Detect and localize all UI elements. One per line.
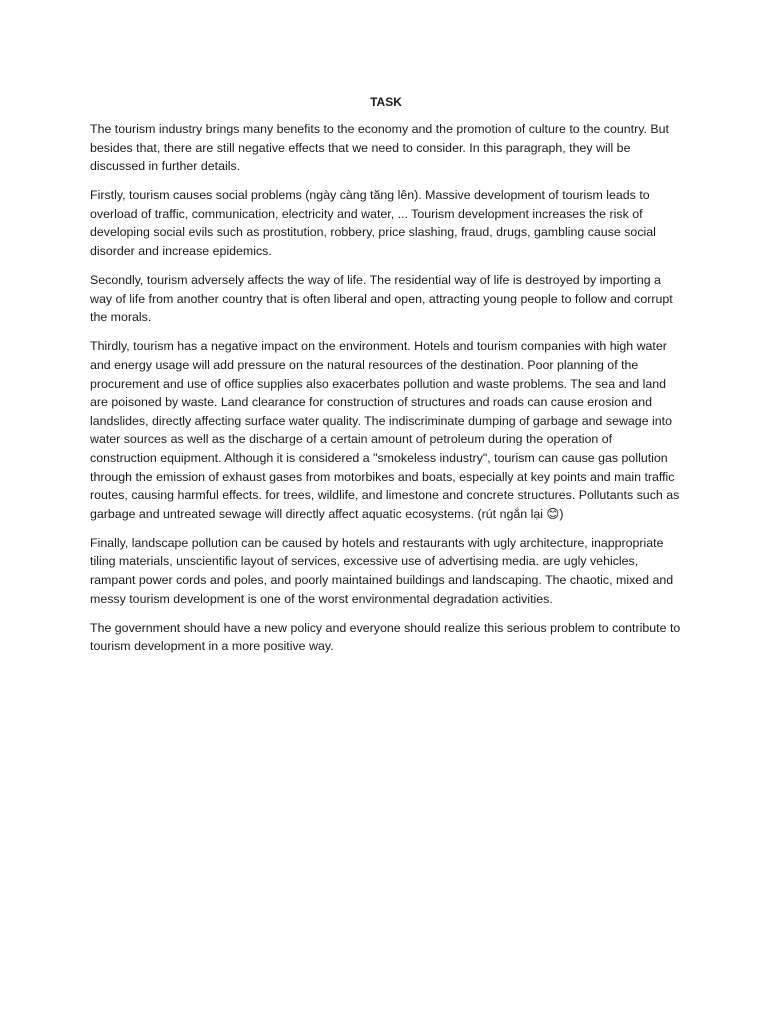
document-title: TASK xyxy=(370,95,402,109)
paragraph-social-problems: Firstly, tourism causes social problems (ngày càng tăng lên). Massive development of tourism leads to overload of traffic, communication, electricity and water, ... Tourism development increases the risk of developing social evils such as prostitution, robbery, price slashing, fraud, drugs, gambling cause social disorder and increase epidemics. xyxy=(90,188,656,259)
paragraph-environment: Thirdly, tourism has a negative impact on the environment. Hotels and tourism companies with high water and energy usage will add pressure on the natural resources of the destination. Poor planning of the procurement and use of office supplies also exacerbates pollution and waste problems. The sea and land are poisoned by waste. Land clearance for construction of structures and roads can cause erosion and landslides, directly affecting surface water quality. The indiscriminate dumping of garbage and sewage into water sources as well as the discharge of a certain amount of petroleum during the operation of construction equipment. Although it is considered a "smokeless industry", tourism can cause gas pollution through the emission of exhaust gases from motorbikes and boats, especially at key points and main traffic routes, causing harmful effects. for trees, wildlife, and limestone and concrete structures. Pollutants such as garbage and untreated sewage will directly affect aquatic ecosystems. (rút ngắn lại 😊) xyxy=(90,339,680,521)
document-page xyxy=(90,93,682,666)
paragraph-conclusion: The government should have a new policy and everyone should realize this serious problem to contribute to tourism development in a more positive way. xyxy=(90,620,681,654)
paragraph-way-of-life: Secondly, tourism adversely affects the way of life. The residential way of life is destroyed by importing a way of life from another country that is often liberal and open, attracting young people to follow and corrupt the morals. xyxy=(90,273,673,325)
paragraph-landscape-pollution: Finally, landscape pollution can be caused by hotels and restaurants with ugly architecture, inappropriate tiling materials, unscientific layout of services, excessive use of advertising media. are ugly vehicles, rampant power cords and poles, and poorly maintained buildings and landscaping. The chaotic, mixed and messy tourism development is one of the worst environmental degradation activities. xyxy=(90,535,674,606)
paragraph-intro: The tourism industry brings many benefits to the economy and the promotion of culture to the country. But besides that, there are still negative effects that we need to consider. In this paragraph, they will be discussed in further details. xyxy=(90,122,669,174)
